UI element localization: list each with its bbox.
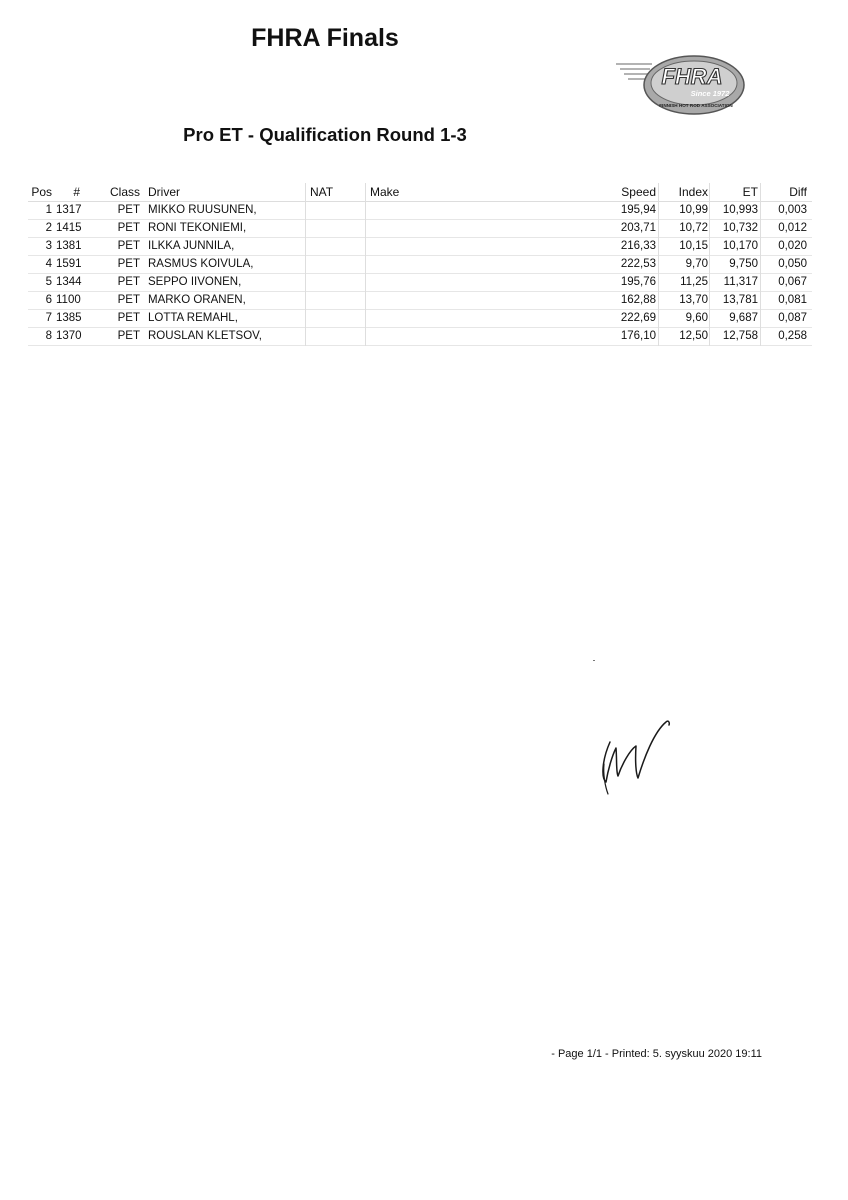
cell-pos: 4 <box>45 258 52 270</box>
cell-index: 9,70 <box>685 258 708 270</box>
cell-num: 1385 <box>56 312 82 324</box>
table-row <box>28 274 812 292</box>
cell-speed: 222,53 <box>620 258 656 270</box>
cell-class: PET <box>117 312 140 324</box>
cell-et: 12,758 <box>722 330 758 342</box>
cell-pos: 1 <box>45 204 52 216</box>
cell-speed: 176,10 <box>620 330 656 342</box>
cell-class: PET <box>117 204 140 216</box>
cell-et: 9,687 <box>729 312 758 324</box>
logo-since: Since 1972 <box>690 89 730 98</box>
cell-class: PET <box>117 330 140 342</box>
cell-et: 10,170 <box>722 240 758 252</box>
table-row <box>28 310 812 328</box>
cell-diff: 0,050 <box>778 258 807 270</box>
cell-driver: ROUSLAN KLETSOV, <box>148 330 262 342</box>
table-row <box>28 202 812 220</box>
cell-pos: 2 <box>45 222 52 234</box>
cell-diff: 0,067 <box>778 276 807 288</box>
page-title: FHRA Finals <box>251 24 399 52</box>
cell-driver: RASMUS KOIVULA, <box>148 258 254 270</box>
table-row <box>28 256 812 274</box>
cell-num: 1415 <box>56 222 82 234</box>
logo-association: FINNISH HOT ROD ASSOCIATION <box>659 103 733 108</box>
col-class: Class <box>109 185 140 199</box>
cell-num: 1381 <box>56 240 82 252</box>
cell-et: 9,750 <box>729 258 758 270</box>
cell-driver: ILKKA JUNNILA, <box>148 240 235 252</box>
cell-diff: 0,258 <box>778 330 807 342</box>
table-row <box>28 238 812 256</box>
cell-driver: LOTTA REMAHL, <box>148 312 238 324</box>
cell-speed: 203,71 <box>620 222 656 234</box>
col-nat: NAT <box>310 185 334 199</box>
cell-diff: 0,081 <box>778 294 807 306</box>
cell-speed: 222,69 <box>620 312 656 324</box>
cell-class: PET <box>117 222 140 234</box>
cell-pos: 8 <box>45 330 52 342</box>
scan-speck <box>593 660 595 661</box>
cell-index: 12,50 <box>679 330 708 342</box>
cell-pos: 7 <box>45 312 52 324</box>
cell-driver: SEPPO IIVONEN, <box>148 276 242 288</box>
cell-et: 10,993 <box>722 204 758 216</box>
cell-et: 10,732 <box>722 222 758 234</box>
cell-class: PET <box>117 258 140 270</box>
cell-class: PET <box>117 276 140 288</box>
cell-index: 10,99 <box>679 204 708 216</box>
cell-driver: MARKO ORANEN, <box>148 294 246 306</box>
cell-num: 1370 <box>56 330 82 342</box>
table-row <box>28 292 812 310</box>
col-diff: Diff <box>789 185 807 199</box>
col-index: Index <box>678 185 708 199</box>
cell-index: 10,15 <box>679 240 708 252</box>
cell-index: 11,25 <box>680 276 708 288</box>
cell-index: 9,60 <box>685 312 708 324</box>
cell-speed: 216,33 <box>620 240 656 252</box>
cell-pos: 3 <box>45 240 52 252</box>
col-driver: Driver <box>148 185 180 199</box>
cell-speed: 195,76 <box>620 276 656 288</box>
cell-diff: 0,087 <box>778 312 807 324</box>
page-subtitle: Pro ET - Qualification Round 1-3 <box>183 124 467 145</box>
results-table <box>28 183 812 346</box>
cell-num: 1344 <box>56 276 82 288</box>
cell-class: PET <box>117 294 140 306</box>
table-row <box>28 220 812 238</box>
cell-diff: 0,003 <box>778 204 807 216</box>
cell-driver: MIKKO RUUSUNEN, <box>148 204 257 216</box>
handwritten-signature-icon <box>596 712 676 796</box>
cell-speed: 162,88 <box>620 294 656 306</box>
cell-driver: RONI TEKONIEMI, <box>148 222 247 234</box>
table-body <box>28 202 812 346</box>
cell-speed: 195,94 <box>620 204 656 216</box>
col-et: ET <box>742 185 758 199</box>
col-make: Make <box>370 185 400 199</box>
cell-pos: 5 <box>45 276 52 288</box>
fhra-logo <box>614 54 746 116</box>
cell-index: 13,70 <box>679 294 708 306</box>
col-speed: Speed <box>621 185 656 199</box>
cell-et: 13,781 <box>722 294 758 306</box>
col-num: # <box>73 185 80 199</box>
cell-diff: 0,012 <box>778 222 807 234</box>
cell-num: 1100 <box>56 294 81 306</box>
cell-class: PET <box>117 240 140 252</box>
cell-index: 10,72 <box>679 222 708 234</box>
cell-num: 1317 <box>56 204 82 216</box>
col-pos: Pos <box>31 185 52 199</box>
logo-wordmark: FHRA <box>661 64 723 89</box>
table-row <box>28 328 812 346</box>
cell-et: 11,317 <box>723 276 758 288</box>
cell-num: 1591 <box>56 258 82 270</box>
page-footer: - Page 1/1 - Printed: 5. syyskuu 2020 19:11 <box>551 1048 762 1060</box>
cell-diff: 0,020 <box>778 240 807 252</box>
table-header <box>28 183 812 202</box>
cell-pos: 6 <box>45 294 52 306</box>
